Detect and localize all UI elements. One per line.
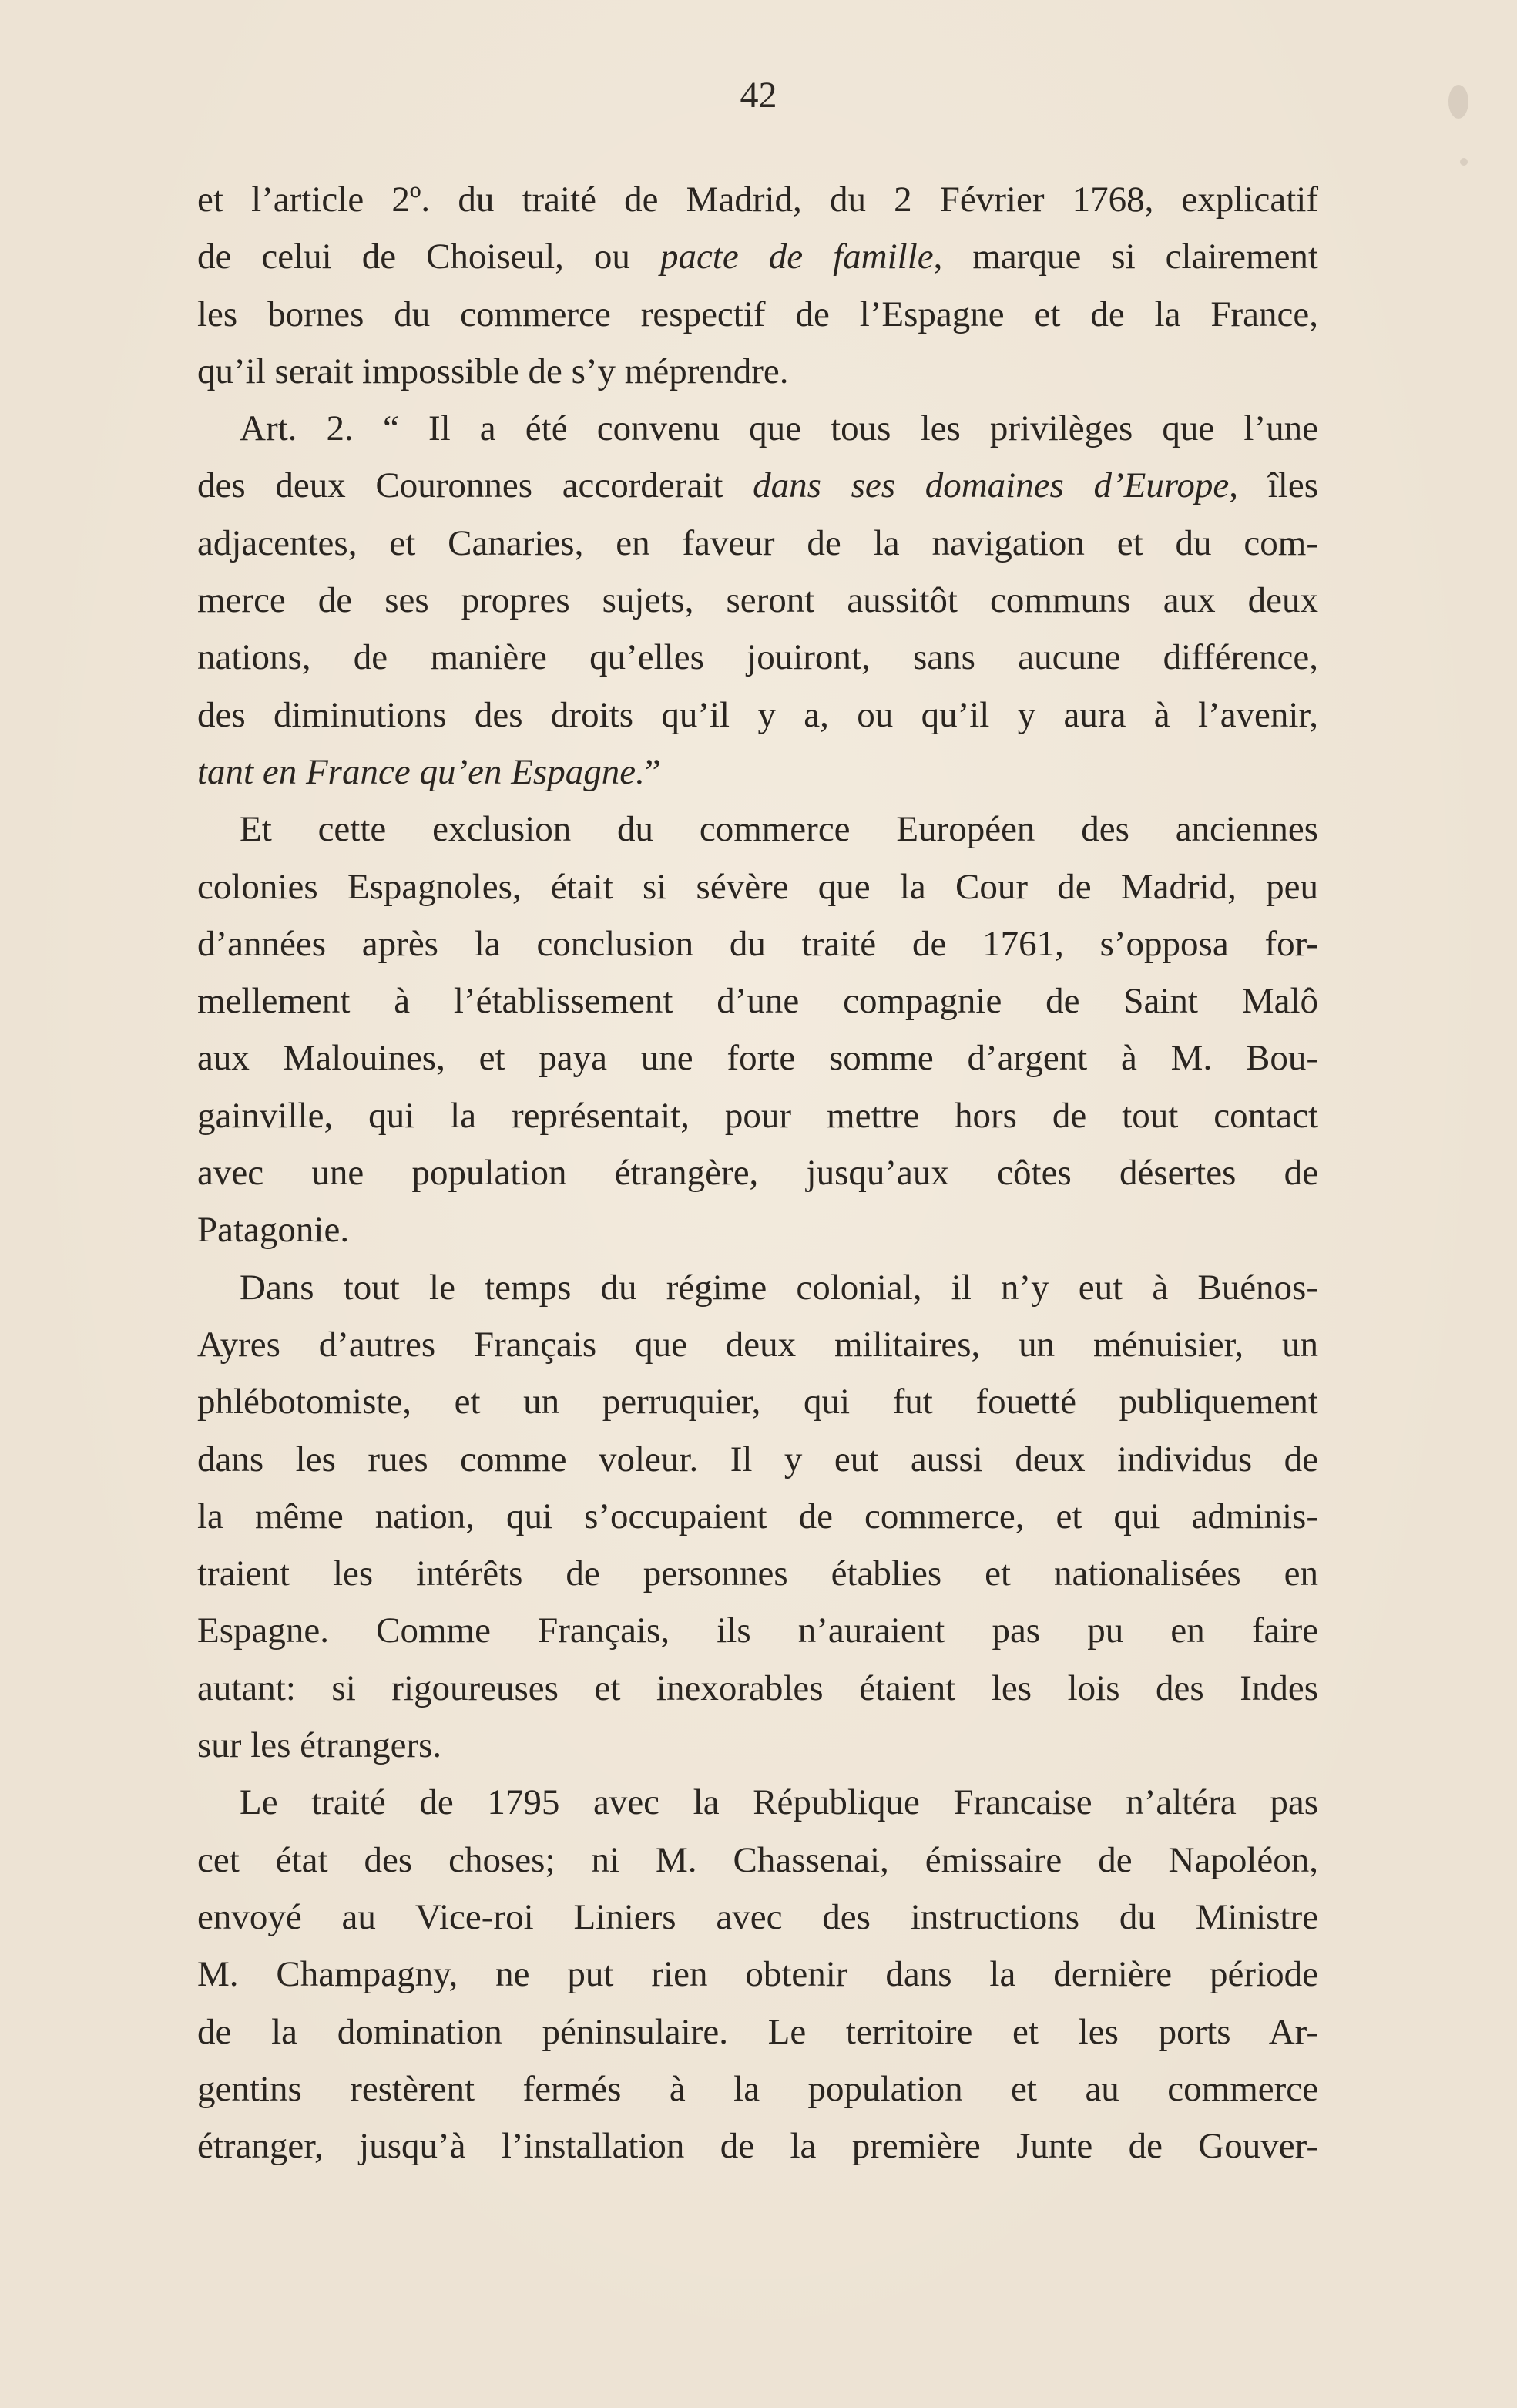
text-segment: Patagonie. [197, 1210, 350, 1251]
text-line [197, 1545, 1318, 1602]
page-number: 42 [740, 75, 777, 116]
text-line [197, 1373, 1318, 1430]
text-segment: gainville, qui la représentait, pour mettre hors de tout contact [197, 1095, 1318, 1136]
text-segment: Espagne. Comme Français, ils n’auraient pas pu en faire [197, 1610, 1318, 1651]
text-line [197, 1488, 1318, 1545]
text-segment: mellement à l’établissement d’une compagnie de Saint Malô [197, 981, 1318, 1022]
text-line [197, 343, 1318, 400]
text-line [197, 1774, 1318, 1831]
text-segment: traient les intérêts de personnes établies et nationalisées en [197, 1553, 1318, 1594]
text-line [197, 572, 1318, 629]
text-segment: des deux Couronnes accorderait [197, 465, 753, 506]
text-line [197, 457, 1318, 514]
text-line [197, 858, 1318, 915]
text-line [197, 801, 1318, 858]
text-segment: aux Malouines, et paya une forte somme d’argent à M. Bou- [197, 1038, 1318, 1079]
text-line [197, 1832, 1318, 1889]
text-line [197, 1717, 1318, 1774]
text-line [197, 171, 1318, 228]
text-line [197, 972, 1318, 1029]
text-segment: Ayres d’autres Français que deux militaires, un ménuisier, un [197, 1324, 1318, 1365]
text-line [197, 1946, 1318, 2003]
text-segment: dans les rues comme voleur. Il y eut aussi deux individus de [197, 1439, 1318, 1479]
text-segment: , marque si clairement [933, 237, 1318, 277]
text-segment: de la domination péninsulaire. Le territoire et les ports Ar- [197, 2011, 1318, 2052]
body-text [197, 171, 1318, 2175]
text-line [197, 1431, 1318, 1488]
text-segment: sur les étrangers. [197, 1725, 442, 1766]
text-line [197, 915, 1318, 972]
italic-text: pacte de famille [659, 237, 934, 277]
italic-text: tant en France qu’en Espagne. [197, 751, 645, 792]
text-segment: de celui de Choiseul, ou [197, 237, 660, 277]
text-line [197, 2060, 1318, 2117]
text-segment: Dans tout le temps du régime colonial, il n’y eut à Buénos- [240, 1267, 1318, 1308]
text-line [197, 2117, 1318, 2175]
text-line [197, 1259, 1318, 1316]
text-line [197, 1087, 1318, 1144]
text-segment: ” [644, 751, 661, 792]
text-segment: M. Champagny, ne put rien obtenir dans la dernière période [197, 1954, 1318, 1995]
text-line [197, 1602, 1318, 1659]
text-segment: gentins restèrent fermés à la population et au commerce [197, 2068, 1318, 2109]
text-line [197, 629, 1318, 686]
text-line [197, 1889, 1318, 1946]
text-segment: les bornes du commerce respectif de l’Espagne et de la France, [197, 294, 1318, 334]
text-segment: , îles [1229, 465, 1318, 506]
text-segment: avec une population étrangère, jusqu’aux côtes désertes de [197, 1153, 1318, 1194]
text-line [197, 1316, 1318, 1373]
text-line [197, 228, 1318, 285]
text-segment: qu’il serait impossible de s’y méprendre. [197, 351, 789, 391]
text-segment: d’années après la conclusion du traité de 1761, s’opposa for- [197, 923, 1318, 964]
text-segment: merce de ses propres sujets, seront aussitôt communs aux deux [197, 580, 1318, 621]
text-line [197, 2003, 1318, 2060]
text-segment: Et cette exclusion du commerce Européen des anciennes [240, 809, 1318, 850]
text-segment: étranger, jusqu’à l’installation de la première Junte de Gouver- [197, 2126, 1318, 2167]
text-line [197, 1660, 1318, 1717]
text-line [197, 400, 1318, 457]
text-line [197, 1201, 1318, 1258]
text-segment: Art. 2. “ Il a été convenu que tous les privilèges que l’une [240, 408, 1318, 449]
text-line [197, 515, 1318, 572]
text-segment: envoyé au Vice-roi Liniers avec des instructions du Ministre [197, 1896, 1318, 1937]
text-segment: phlébotomiste, et un perruquier, qui fut fouetté publiquement [197, 1382, 1318, 1422]
text-segment: colonies Espagnoles, était si sévère que la Cour de Madrid, peu [197, 866, 1318, 907]
text-segment: nations, de manière qu’elles jouiront, sans aucune différence, [197, 637, 1318, 678]
text-segment: autant: si rigoureuses et inexorables étaient les lois des Indes [197, 1667, 1318, 1708]
italic-text: dans ses domaines d’Europe [753, 465, 1230, 506]
paper-stain [1460, 158, 1468, 166]
text-line [197, 286, 1318, 343]
text-segment: et l’article 2º. du traité de Madrid, du 2 Février 1768, explicatif [197, 180, 1318, 220]
text-segment: cet état des choses; ni M. Chassenai, émissaire de Napoléon, [197, 1839, 1318, 1880]
text-segment: adjacentes, et Canaries, en faveur de la navigation et du com- [197, 522, 1318, 563]
text-segment: des diminutions des droits qu’il y a, ou qu’il y aura à l’avenir, [197, 694, 1318, 735]
text-line [197, 1144, 1318, 1201]
text-line [197, 687, 1318, 744]
text-line [197, 1029, 1318, 1086]
text-segment: Le traité de 1795 avec la République Francaise n’altéra pas [240, 1782, 1318, 1823]
text-line [197, 744, 1318, 801]
text-segment: la même nation, qui s’occupaient de commerce, et qui adminis- [197, 1496, 1318, 1536]
